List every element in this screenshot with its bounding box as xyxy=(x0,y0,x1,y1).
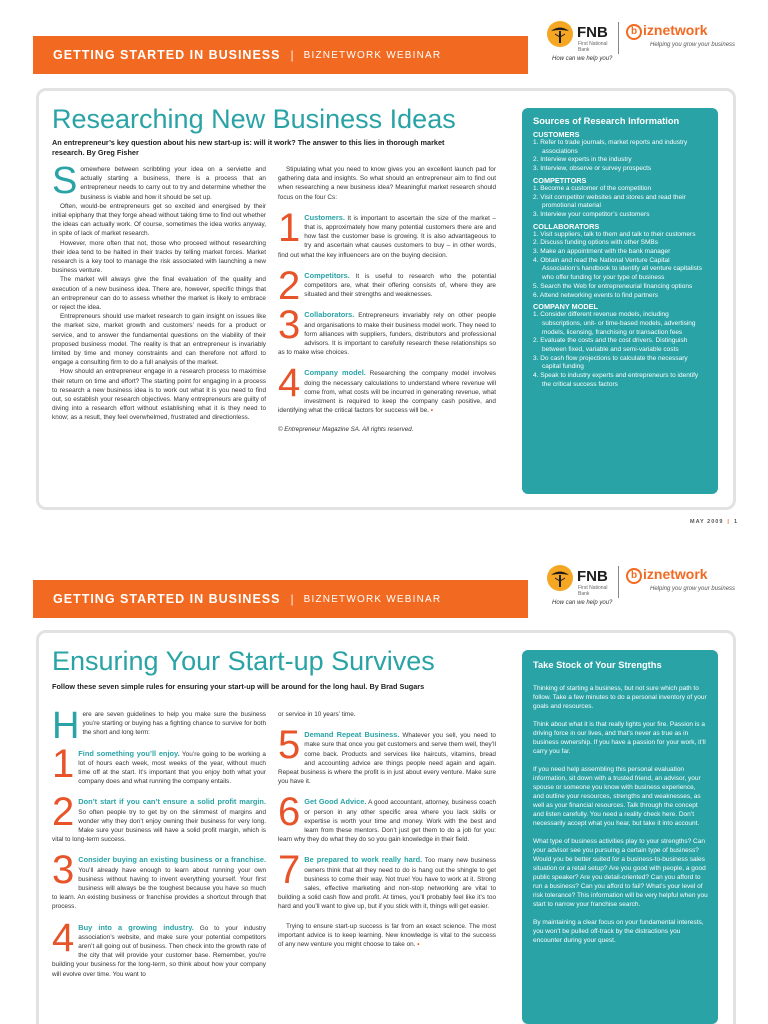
fnb-small: First National Bank xyxy=(578,585,608,597)
list-item xyxy=(52,741,266,787)
article-2-intro: ere are seven guidelines to help you make sure the business you’re starting or buying has a fighting chance to survive for both the short and long term: xyxy=(82,711,266,737)
item-heading: Get Good Advice. xyxy=(304,797,367,807)
list-item: 1. Visit suppliers, talk to them and talk to their customers xyxy=(533,230,696,238)
fnb-tagline: How can we help you? xyxy=(552,56,613,62)
article-1-dropcap: S xyxy=(52,160,78,202)
list-item: 3. Do cash flow projections to calculate the necessary capital funding xyxy=(533,354,688,371)
footer-month: MAY 2009 xyxy=(690,519,724,525)
item-text: Too many new business owners think that all they need to do is hang out the shingle to get business to come their way. Not true! You have to work at it. Strong sales, effective marketing and non-stop networking are vital to building a solid cash flow and profit. At times, you’ll probably feel like it’s too hard and you’ll want to give up, but if you stick with it, things will get easier. xyxy=(278,857,496,911)
fnb-tagline: How can we help you? xyxy=(552,600,613,606)
item-text: Entrepreneurs invariably rely on other people and organisations to make their business model work. They need to form alliances with suppliers, funders, distributors and professional advisors. It is important to carefully research these relationships so as to make wise choices. xyxy=(278,312,496,357)
list-item xyxy=(278,303,496,357)
list-item: 2. Evaluate the costs and the cost drivers. Distinguish between fixed, variable and semi-variable costs xyxy=(533,337,688,354)
list-item xyxy=(278,263,496,308)
item-number: 3 xyxy=(52,848,75,893)
list-item: 1. Consider different revenue models, including subscriptions, unit- or time-based models, advertising models, licensing, franchising or transaction fees xyxy=(533,311,696,336)
list-item xyxy=(278,790,496,844)
list-item: 3. Make an appointment with the bank manager xyxy=(533,248,671,256)
biznetwork-logo xyxy=(626,566,708,584)
list-item: 5. Search the Web for entrepreneurial financing options xyxy=(533,282,693,290)
item-text: Whatever you sell, you need to make sure that once you get customers and serve them well, they’ll come back. Products and services like haircuts, vitamins, bread and accounting advice are things people need again and again. Repeat business is where the profit is in just about every venture. Make sure you have it. xyxy=(278,732,496,786)
fnb-logo xyxy=(546,18,616,66)
item-heading: Buy into a growing industry. xyxy=(78,922,194,932)
item-number: 3 xyxy=(278,303,301,348)
list-item: 3. Interview your competitor’s customers xyxy=(533,210,650,218)
sidebar-paragraph: Thinking of starting a business, but not sure which path to follow. Take a few minutes to do a personal inventory of your goals and resources. xyxy=(533,685,707,710)
fnb-name: FNB xyxy=(577,568,608,585)
item-text: So often people try to get by on the slimmest of margins and wonder why they don’t enjoy owning their business for very long. Make sure your business will have a solid profit margin, which is vital to long-term success. xyxy=(52,808,266,844)
list-item: 1. Refer to trade journals, market reports and industry associations xyxy=(533,139,688,155)
list-item xyxy=(52,790,266,844)
header-separator: | xyxy=(290,48,294,62)
sidebar-title: Take Stock of Your Strengths xyxy=(533,660,662,670)
item-heading: Competitors. xyxy=(304,270,350,280)
fnb-logo xyxy=(546,562,616,610)
sidebar-paragraph: By maintaining a clear focus on your fundamental interests, you won’t be pulled off-track by the distractions you encounter during your quest. xyxy=(533,919,704,944)
header-separator: | xyxy=(290,592,294,606)
footer-bar: | xyxy=(727,519,730,525)
article-1-p6: How should an entrepreneur engage in a research process to maximise their return on time and effort? The starting point for engaging in a process to research a new business idea is to work out what it is you need to find out, so establish your research objectives. Many entrepreneurs are guilty of diving into a research effort without establishing what it is they need to know; as a result, they feel overwhelmed, frustrated and directionless. xyxy=(52,368,266,422)
list-item xyxy=(278,848,496,911)
list-item xyxy=(52,848,266,911)
item-text: It is useful to research who the potential competitors are, what their offering consists of, where they are situated and their strengths and weaknesses. xyxy=(304,272,496,299)
item-number: 4 xyxy=(278,361,301,406)
article-2-lede: Follow these seven simple rules for ensuring your start-up will be around for the long haul. By Brad Sugars xyxy=(52,682,425,691)
item-heading: Don’t start if you can’t ensure a solid profit margin. xyxy=(78,797,266,807)
list-item: 1. Become a customer of the competition xyxy=(533,184,652,192)
list-item xyxy=(278,361,496,415)
article-1-title: Researching New Business Ideas xyxy=(52,104,456,134)
article-1-p4: The market will always give the final evaluation of the quality and execution of a new business idea. There are, however, specific things that an entrepreneur can do to assess whether the market is likely to embrace or reject the idea. xyxy=(52,276,266,312)
item-number: 1 xyxy=(52,741,75,786)
list-item: 2. Visit competitor websites and stores and read their promotional material xyxy=(533,193,686,210)
list-item: 3. Interview, observe or survey prospects xyxy=(533,165,652,173)
item-number: 2 xyxy=(52,790,75,835)
item-number: 1 xyxy=(278,205,301,250)
list-item: 6. Attend networking events to find partners xyxy=(533,291,659,299)
item-text: A good accountant, attorney, business coach or person in any other specific area where you lack skills or expertise is worth your time and money. Work with the best and learn from these mentors. Don’t just get them to do a job for you: learn why they do what they do so you gain knowledge in their field. xyxy=(278,799,496,844)
logos xyxy=(546,18,746,66)
end-mark: • xyxy=(430,407,433,415)
article-2-col2-start: or service in 10 years’ time. xyxy=(278,711,356,718)
biznetwork-logo xyxy=(626,22,708,40)
list-item: 2. Discuss funding options with other SMBs xyxy=(533,239,659,247)
logo-divider xyxy=(618,22,619,54)
fnb-tree-icon xyxy=(546,564,574,592)
sidebar-strengths xyxy=(522,650,718,1024)
fnb-tree-icon xyxy=(546,20,574,48)
item-heading: Be prepared to work really hard. xyxy=(304,855,423,865)
biz-tagline: Helping you grow your business xyxy=(650,586,736,592)
sidebar-section-heading: COLLABORATORS xyxy=(533,221,600,231)
sidebar-research-sources xyxy=(522,108,718,494)
list-item: 4. Speak to industry experts and entrepreneurs to identify the critical success factors xyxy=(533,372,699,388)
item-heading: Customers. xyxy=(304,212,345,222)
article-1-col-1 xyxy=(52,160,266,423)
item-number: 5 xyxy=(278,723,301,768)
sidebar-paragraph: What type of business activities play to your strengths? Can your advisor see you pursuing a certain type of business? Would you be better suited for a business-to-business sales situation or a retail setup? Are you good with people, a good public speaker? Are you detail-oriented? Can you afford to run a business? Can you afford to fail? What’s your level of risk tolerance? This information will be very helpful when you start to narrow your franchise search. xyxy=(533,838,708,908)
item-number: 2 xyxy=(278,263,301,308)
footer-page-number: 1 xyxy=(733,519,738,525)
article-1-col-2 xyxy=(278,165,496,435)
list-item xyxy=(278,205,496,260)
header-title: GETTING STARTED IN BUSINESS xyxy=(53,48,281,62)
item-text: You’re going to be working a lot of hours each week, most weeks of the year, without much time off at the start. It’s important that you enjoy both what your company does and what running the company entails. xyxy=(78,750,266,786)
list-item xyxy=(278,723,496,786)
article-1-p3: However, more often that not, those who proceed without researching their idea tend to be halted in their tracks by telling market forces. Market research is a key tool to manage the risk associated with launching a new business venture. xyxy=(52,239,266,275)
biz-tagline: Helping you grow your business xyxy=(650,42,736,48)
item-heading: Consider buying an existing business or a franchise. xyxy=(78,855,266,865)
sidebar-section-heading: CUSTOMERS xyxy=(533,130,580,139)
closing-text: Trying to ensure start-up success is far from an exact science. The most important advice is to keep learning. New knowledge is vital to the success of any new venture you might choose to take on. xyxy=(278,922,496,949)
item-number: 7 xyxy=(278,848,301,893)
sidebar-list xyxy=(533,139,708,174)
header-subtitle: BIZNETWORK WEBINAR xyxy=(303,593,442,605)
item-text: It is important to ascertain the size of the market – that is, approximately how many potential customers there are and how fast the customer base is growing. It is also advantageous to try and ascertain what causes customers to buy – in other words, find out what the key influencers are on the buying decision. xyxy=(278,214,496,259)
header-bar xyxy=(33,580,528,618)
sidebar-section-heading: COMPETITORS xyxy=(533,175,587,185)
article-2-title: Ensuring Your Start-up Survives xyxy=(52,646,435,676)
biz-name: iznetwork xyxy=(643,22,708,38)
sidebar-list xyxy=(533,185,708,220)
article-1-lede: An entrepreneur’s key question about his new start-up is: will it work? The answer to this lies in thorough market research. By Greg Fisher xyxy=(52,138,445,157)
item-text: Go to your industry association’s website, and make sure your potential competitors aren’t all going out of business. Then check into the growth rate of the city that will provide your customer base. Remember, you’re building your business for the long-term, so think about how your company will evolve over time. You want to xyxy=(52,924,266,978)
article-1-p5: Entrepreneurs should use market research to gain insight on issues like the market size, market growth and customers’ needs for a product or service, and to answer the fundamental questions on the viability of their proposed business model. The reality is that an entrepreneur is invariably limited by time and money constraints and can therefore not afford to engage a consulting firm to do a full analysis of the market. xyxy=(52,313,266,367)
list-item: 2. Interview experts in the industry xyxy=(533,156,632,164)
biz-mark: b xyxy=(626,568,642,584)
logo-divider xyxy=(618,566,619,598)
list-item: 4. Obtain and read the National Venture Capital Association’s handbook to identify all venture capitalists who offer funding for your type of business xyxy=(533,256,702,282)
header-bar xyxy=(33,36,528,74)
page-footer xyxy=(690,519,738,525)
sidebar-section-heading: COMPANY MODEL xyxy=(533,302,598,312)
item-number: 6 xyxy=(278,790,301,835)
article-2-col-2 xyxy=(278,710,496,949)
article-2-col-1 xyxy=(52,705,266,979)
sidebar-paragraph: Think about what it is that really lights your fire. Passion is a driving force in our lives, and that’s never as true as in business ownership. If you have a passion for your work, it’ll carry you far. xyxy=(533,721,706,755)
fnb-small: First National Bank xyxy=(578,41,608,53)
item-text: Researching the company model involves doing the necessary calculations to understand where revenue will come from, what costs will be incurred in generating revenue, what investment is required to keep the company cash positive, and identifying what the critical factors for success will be. xyxy=(278,370,496,415)
page-2 xyxy=(0,548,768,1024)
item-text: You’ll already have enough to learn about running your own business without having to invent everything yourself. Your first business will always be the toughest because you have so much to learn. An existing business or franchise provides a shortcut through that process. xyxy=(52,866,266,911)
biz-name: iznetwork xyxy=(643,566,708,582)
biz-mark: b xyxy=(626,24,642,40)
article-1-p2: Often, would-be entrepreneurs get so excited and energised by their initial epiphany that they forge ahead without taking time to find out whether the ideas can actually work. Of course, sometimes the idea works anyway, in spite of lack of market research. xyxy=(52,202,266,238)
sidebar-list xyxy=(533,231,708,301)
sidebar-paragraph: If you need help assembling this personal evaluation information, sit down with a trusted friend, an advisor, your spouse or someone you know with business experience, and outline your resources, strengths and weaknesses, as well as your financial resources. Talk through the concept and listen carefully. You need a reality check here. Don’t necessarily accept what you hear, but take it into account. xyxy=(533,766,701,827)
sidebar-list xyxy=(533,311,708,389)
header-subtitle: BIZNETWORK WEBINAR xyxy=(303,49,442,61)
item-number: 4 xyxy=(52,915,75,960)
item-heading: Demand Repeat Business. xyxy=(304,730,400,740)
sidebar-title: Sources of Research Information xyxy=(533,116,680,126)
article-1-p7: Stipulating what you need to know gives you an excellent launch pad for gathering data and insights. So what should an entrepreneur aim to find out when researching a new business idea? Meaningful market research should focus on the four Cs: xyxy=(278,166,496,201)
item-heading: Find something you’ll enjoy. xyxy=(78,748,180,758)
end-mark: • xyxy=(417,941,420,949)
article-2-closing xyxy=(278,922,496,950)
header-title: GETTING STARTED IN BUSINESS xyxy=(53,592,281,606)
article-1-p1: omewhere between scribbling your idea on a serviette and actually starting a business, there is a process that an entrepreneur needs to carry out to try and determine whether the business is viable and how it should be set up. xyxy=(80,166,266,201)
logos xyxy=(546,562,746,610)
copyright: © Entrepreneur Magazine SA. All rights reserved. xyxy=(278,426,414,434)
list-item xyxy=(52,915,266,979)
article-2-dropcap: H xyxy=(52,705,80,747)
item-heading: Collaborators. xyxy=(304,310,355,320)
fnb-name: FNB xyxy=(577,24,608,41)
item-heading: Company model. xyxy=(304,368,366,378)
